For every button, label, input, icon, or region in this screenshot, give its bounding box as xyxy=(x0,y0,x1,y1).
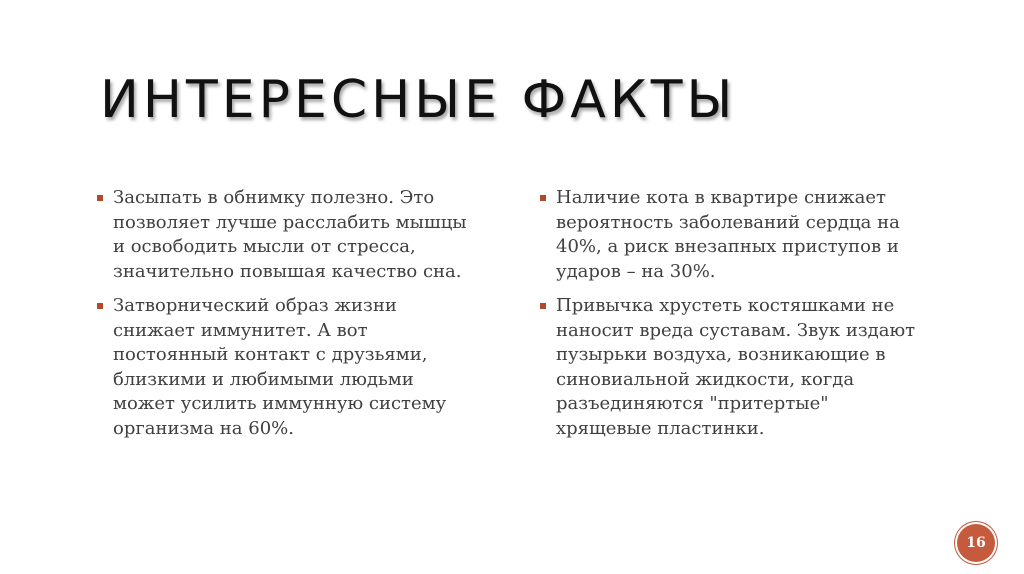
list-item xyxy=(540,294,920,441)
slide-title: ИНТЕРЕСНЫЕ ФАКТЫ xyxy=(100,70,737,130)
list-item-text: Засыпать в обнимку полезно. Это позволяет лучше расслабить мышцы и освободить мысли от стресса, значительно повышая качество сна. xyxy=(113,187,467,282)
right-column xyxy=(540,186,920,451)
list-item xyxy=(540,186,920,284)
page-number-badge xyxy=(957,524,995,562)
list-item-text: Наличие кота в квартире снижает вероятность заболеваний сердца на 40%, а риск внезапных приступов и ударов – на 30%. xyxy=(556,187,900,282)
square-bullet-icon xyxy=(540,195,546,201)
square-bullet-icon xyxy=(540,303,546,309)
list-item xyxy=(97,294,477,441)
left-column xyxy=(97,186,477,451)
list-item xyxy=(97,186,477,284)
square-bullet-icon xyxy=(97,303,103,309)
list-item-text: Затворнический образ жизни снижает иммунитет. А вот постоянный контакт с друзьями, близкими и любимыми людьми может усилить иммунную систему организма на 60%. xyxy=(113,295,447,439)
page-number: 16 xyxy=(966,535,986,551)
list-item-text: Привычка хрустеть костяшками не наносит вреда суставам. Звук издают пузырьки воздуха, возникающие в синовиальной жидкости, когда разъединяются "притертые" хрящевые пластинки. xyxy=(556,295,916,439)
square-bullet-icon xyxy=(97,195,103,201)
